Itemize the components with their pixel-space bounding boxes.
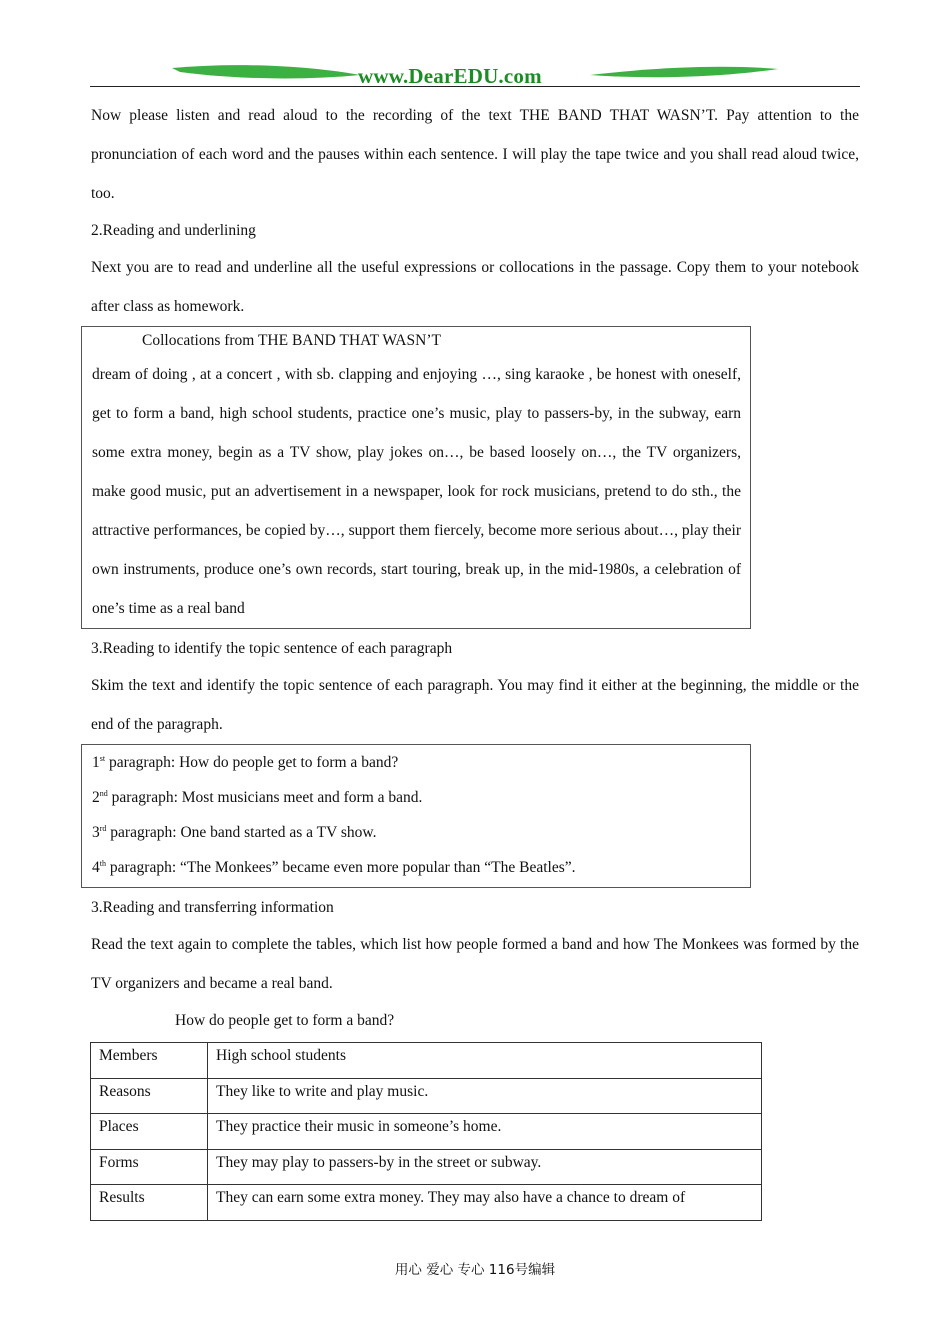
section3b-heading: 3.Reading and transferring information [91,899,334,916]
section2-paragraph: Next you are to read and underline all the useful expressions or collocations in the passage. Copy them to your notebook after class as homework. [91,259,859,315]
collocations-body: dream of doing , at a concert , with sb. clapping and enjoying …, sing karaoke , be honest with oneself, get to form a band, high school students, practice one’s music, play to passers-by, in the subway, earn some extra money, begin as a TV show, play jokes on…, be based loosely on…, the TV organizers, make good music, put an advertisement in a newspaper, look for rock musicians, pretend to do sth., the attractive performances, be copied by…, support them fiercely, become more serious about…, play their own instruments, produce one’s own records, start touring, break up, in the mid-1980s, a celebration of one’s time as a real band [92,366,741,617]
table-row [91,1078,762,1114]
row-label: Members [91,1043,208,1079]
section2-heading: 2.Reading and underlining [91,222,256,239]
site-logo[interactable]: www.DearEDU.com [358,64,542,88]
row-value: They practice their music in someone’s home. [208,1114,762,1150]
table-row [91,1114,762,1150]
row-value: They like to write and play music. [208,1078,762,1114]
table-row [91,1185,762,1221]
row-label: Results [91,1185,208,1221]
section3a-heading: 3.Reading to identify the topic sentence of each paragraph [91,640,453,657]
row-value: High school students [208,1043,762,1079]
table-row [91,1149,762,1185]
topic-sentence-3: 3rd paragraph: One band started as a TV show. [92,824,377,841]
table-row [91,1043,762,1079]
header-rule [90,86,860,87]
table-title: How do people get to form a band? [175,1012,395,1029]
band-formation-table [90,1042,762,1221]
topic-sentences-box [81,744,751,888]
row-value: They may play to passers-by in the street or subway. [208,1149,762,1185]
section3b-paragraph: Read the text again to complete the tables, which list how people formed a band and how The Monkees was formed by the TV organizers and became a real band. [91,936,859,992]
collocations-box [81,326,751,629]
section3a-paragraph: Skim the text and identify the topic sentence of each paragraph. You may find it either at the beginning, the middle or the end of the paragraph. [91,677,859,733]
intro-paragraph: Now please listen and read aloud to the recording of the text THE BAND THAT WASN’T. Pay attention to the pronunciation of each word and the pauses within each sentence. I will play the tape twice and you shall read aloud twice, too. [91,107,859,202]
topic-sentence-4: 4th paragraph: “The Monkees” became even more popular than “The Beatles”. [92,859,576,876]
page-header [90,60,860,90]
collocations-title: Collocations from THE BAND THAT WASN’T [142,332,441,349]
row-label: Forms [91,1149,208,1185]
topic-sentence-2: 2nd paragraph: Most musicians meet and form a band. [92,789,423,806]
page-footer: 用心 爱心 专心 116号编辑 [394,1262,556,1278]
row-value: They can earn some extra money. They may also have a chance to dream of [208,1185,762,1221]
topic-sentence-1: 1st paragraph: How do people get to form a band? [92,754,399,771]
row-label: Places [91,1114,208,1150]
row-label: Reasons [91,1078,208,1114]
document-body [91,96,859,1221]
